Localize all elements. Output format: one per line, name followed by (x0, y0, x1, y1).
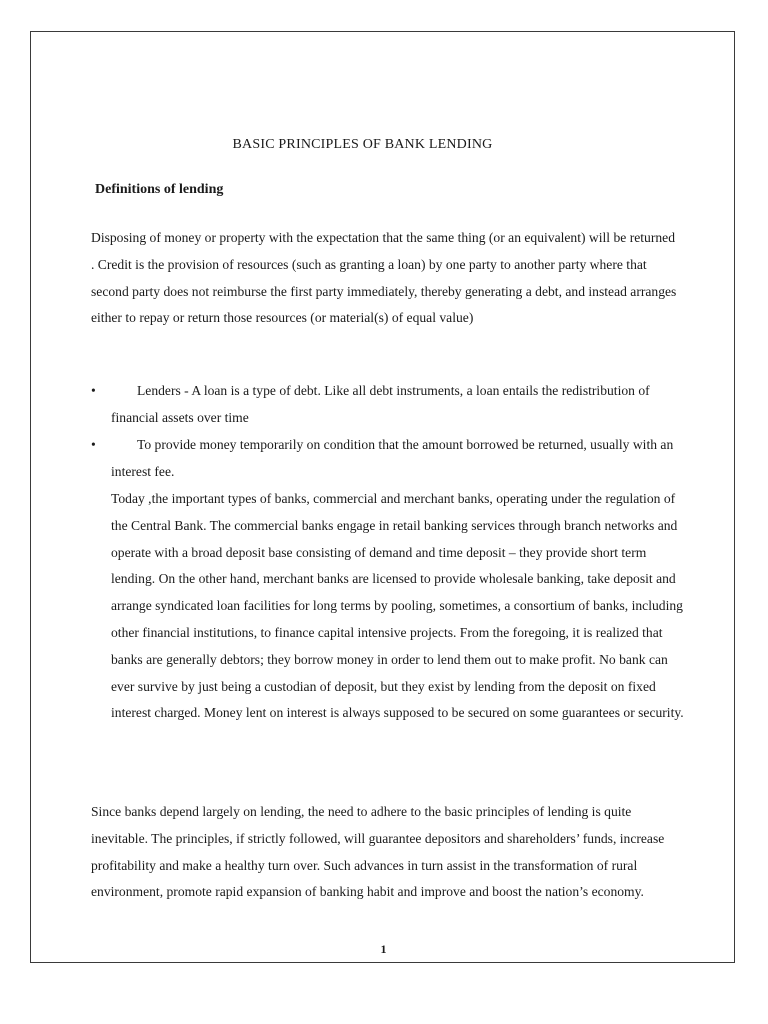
section-heading: Definitions of lending (95, 182, 224, 197)
page-number: 1 (380, 942, 387, 956)
bullet-item (91, 378, 691, 432)
bullet-marker: • (91, 437, 96, 452)
paragraph-principles: Since banks depend largely on lending, the need to adhere to the basic principles of lending is quite inevitable. The principles, if strictly followed, will guarantee depositors and shareholders’ funds, increase profitability and make a healthy turn over. Such advances in turn assist in the transformation of rural environment, promote rapid expansion of banking habit and improve and boost the nation’s economy. (91, 804, 665, 900)
paragraph-bank-types: Today ,the important types of banks, commercial and merchant banks, operating under the regulation of the Central Bank. The commercial banks engage in retail banking services through branch networks and operate with a broad deposit base consisting of demand and time deposit – they provide short term lending. On the other hand, merchant banks are licensed to provide wholesale banking, take deposit and arrange syndicated loan facilities for long terms by pooling, sometimes, a consortium of banks, including other financial institutions, to finance capital intensive projects. From the foregoing, it is realized that banks are generally debtors; they borrow money in order to lend them out to make profit. No bank can ever survive by just being a custodian of deposit, but they exist by lending from the deposit on fixed interest charged. Money lent on interest is always supposed to be secured on some guarantees or security. (111, 491, 684, 721)
bullet-text: Lenders - A loan is a type of debt. Like all debt instruments, a loan entails the redistribution of financial assets over time (111, 383, 650, 425)
bullet-marker: • (91, 383, 96, 398)
document-title: BASIC PRINCIPLES OF BANK LENDING (232, 137, 493, 152)
bullet-item (91, 432, 691, 486)
paragraph-definition: Disposing of money or property with the expectation that the same thing (or an equivalent) will be returned . Credit is the provision of resources (such as granting a loan) by one party to another party where that second party does not reimburse the first party immediately, thereby generating a debt, and instead arranges either to repay or return those resources (or material(s) of equal value) (91, 230, 677, 326)
document-page (30, 31, 735, 963)
bullet-text: To provide money temporarily on condition that the amount borrowed be returned, usually with an interest fee. (111, 437, 674, 479)
